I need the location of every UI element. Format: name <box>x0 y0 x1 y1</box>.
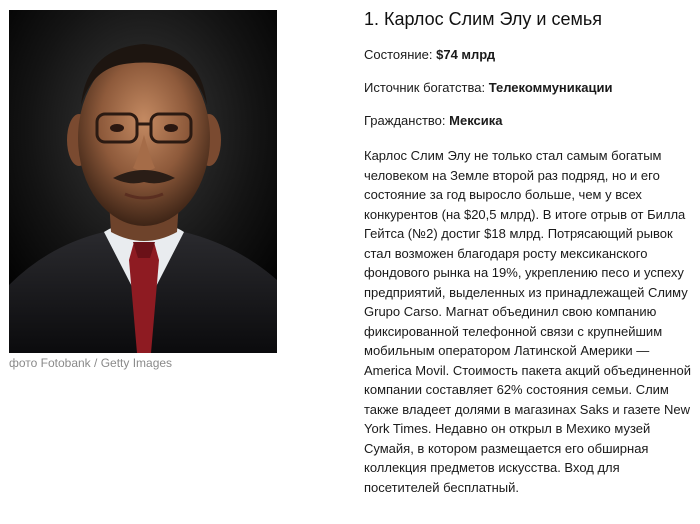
photo-block <box>9 10 277 370</box>
citizenship-label: Гражданство: <box>364 113 446 128</box>
source-row <box>364 80 694 96</box>
photo-credit: фото Fotobank / Getty Images <box>9 356 173 370</box>
citizenship-row <box>364 113 694 129</box>
source-value: Телекоммуникации <box>488 80 613 95</box>
portrait-illustration <box>9 10 277 353</box>
wealth-value: $74 млрд <box>436 47 496 62</box>
source-label: Источник богатства: <box>364 80 486 95</box>
wealth-label: Состояние: <box>364 47 433 62</box>
citizenship-value: Мексика <box>449 113 503 128</box>
entry-text <box>364 9 694 497</box>
entry-title: 1. Карлос Слим Элу и семья <box>364 9 602 29</box>
wealth-row <box>364 47 694 63</box>
biography-paragraph: Карлос Слим Элу не только стал самым богатым человеком на Земле второй раз подряд, но и его состояние за год выросло больше, чем у всех конкурентов (на $20,5 млрд). В итоге отрыв от Билла Гейтса (№2) достиг $18 млрд. Потрясающий рывок стал возможен благодаря росту мексиканского фондового рынка на 19%, укреплению песо и успеху предприятий, выделенных из принадлежащей Слиму Grupo Carso. Магнат объединил свою компанию фиксированной телефонной связи с крупнейшим мобильным оператором Латинской Америки — America Movil. Стоимость пакета акций объединенной компании составляет 62% состояния семьи. Слим также владеет долями в магазинах Saks и газете New York Times. Недавно он открыл в Мехико музей Сумайя, в котором размещается его обширная коллекция предметов искусства. Вход для посетителей бесплатный. <box>364 148 692 495</box>
portrait-photo <box>9 10 277 353</box>
